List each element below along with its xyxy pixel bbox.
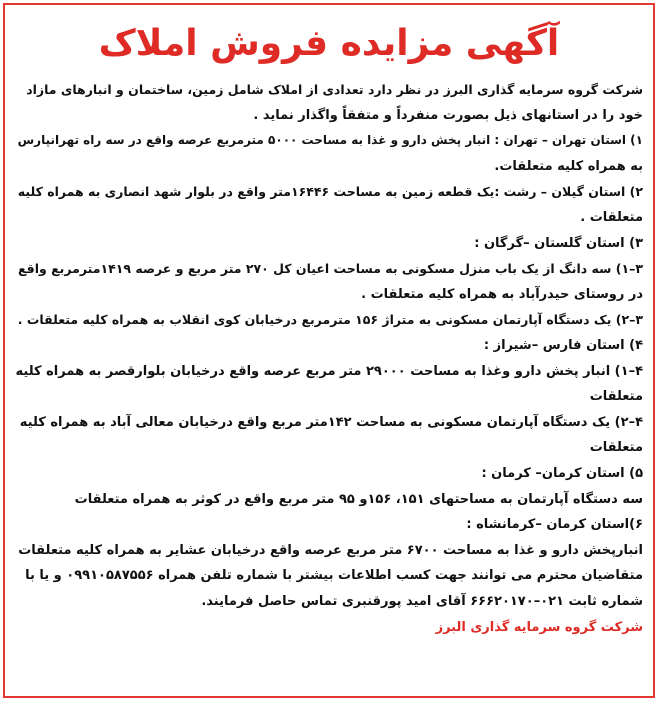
item-4-2: ۴–۲) یک دستگاه آپارتمان مسکونی به مساحت ۱۴۲متر مربع واقع درخیابان معالی آباد به همراه کلیه [19, 414, 643, 430]
body-line: متعلقات [589, 440, 643, 456]
ad-footer-company: شرکت گروه سرمایه گذاری البرز [435, 620, 643, 636]
item-6-kermanshah: ۶)استان کرمان –کرمانشاه : [466, 517, 643, 533]
contact-line: متقاضیان محترم می توانند جهت کسب اطلاعات بیشتر با شماره تلفن همراه ۰۹۹۱۰۵۸۷۵۵۶ و یا با [25, 568, 643, 584]
body-line: سه دستگاه آپارتمان به مساحتهای ۱۵۱، ۱۵۶و ۹۵ متر مربع واقع در کوثر به همراه متعلقات [74, 491, 643, 507]
item-2-gilan: ۲) استان گیلان – رشت :یک قطعه زمین به مساحت ۱۶۴۴۶متر واقع در بلوار شهد انصاری به همراه کلیه [17, 184, 643, 200]
body-line: متعلقات . [580, 209, 643, 225]
ad-title: آگهی مزایده فروش املاک [98, 23, 560, 64]
item-5-kerman: ۵) استان کرمان– کرمان : [481, 465, 643, 481]
item-4-1: ۴–۱) انبار پخش دارو وغذا به مساحت ۲۹۰۰۰ متر مربع عرصه واقع درخیابان بلوارقصر به همراه کلیه [15, 363, 643, 379]
item-3-2: ۳–۲) یک دستگاه آپارتمان مسکونی به متراژ ۱۵۶ مترمربع درخیابان کوی انقلاب به همراه کلیه متعلقات . [17, 312, 643, 328]
item-1-tehran: ۱) استان تهران – تهران : انبار پخش دارو و غذا به مساحت ۵۰۰۰ مترمربع عرصه واقع در سه راه تهرانپارس [17, 133, 643, 148]
body-line: شرکت گروه سرمایه گذاری البرز در نظر دارد تعدادی از املاک شامل زمین، ساختمان و انبارهای مازاد [26, 82, 643, 97]
contact-line: شماره ثابت ۰۲۱–۶۶۶۲۰۱۷۰ آقای امید پورقنبری تماس حاصل فرمایند. [201, 593, 643, 609]
body-line: انبارپخش دارو و غذا به مساحت ۶۷۰۰ متر مربع عرصه واقع درخیابان عشایر به همراه کلیه متعلقات [18, 542, 643, 558]
item-3-1: ۳–۱) سه دانگ از یک باب منزل مسکونی به مساحت اعیان کل ۲۷۰ متر مربع و عرصه ۱۴۱۹مترمربع واقع [17, 261, 643, 277]
body-line: در روستای حیدرآباد به همراه کلیه متعلقات . [361, 286, 643, 302]
ad-body [15, 77, 643, 614]
body-line: خود را در استانهای ذیل بصورت منفرداً و متفقاً واگذار نماید . [253, 107, 643, 123]
advertisement-frame [3, 3, 655, 698]
body-line: به همراه کلیه متعلقات. [494, 158, 643, 174]
item-4-fars: ۴) استان فارس –شیراز : [483, 337, 643, 353]
item-3-golestan: ۳) استان گلستان –گرگان : [474, 235, 643, 251]
body-line: متعلقات [589, 389, 643, 405]
